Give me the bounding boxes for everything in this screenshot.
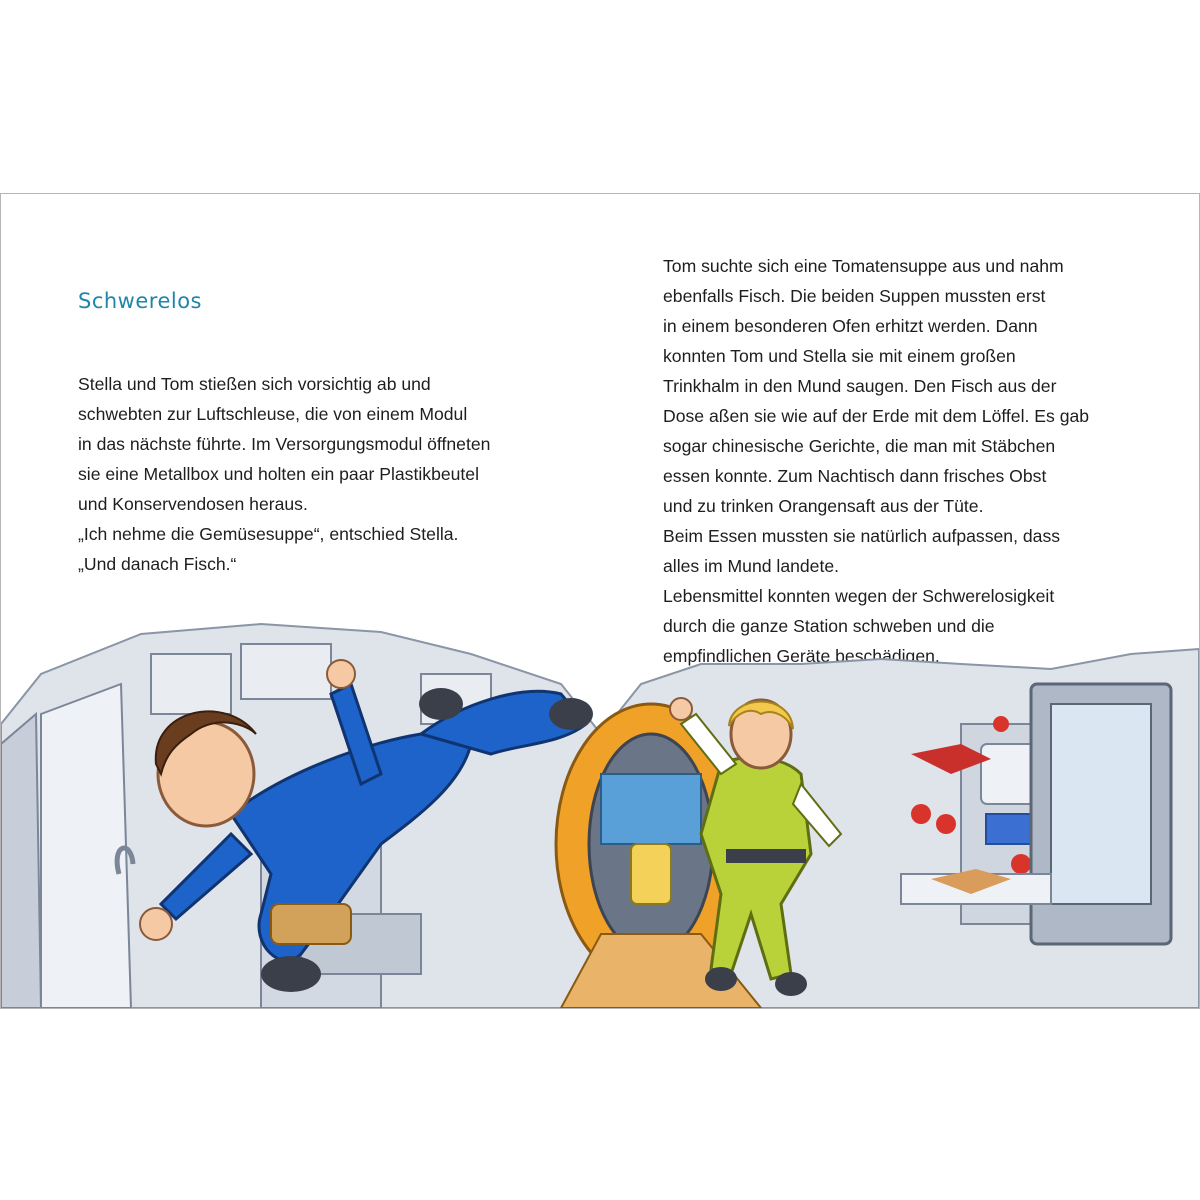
text-line: essen konnte. Zum Nachtisch dann frisches Obst bbox=[663, 466, 1047, 486]
text-line: in das nächste führte. Im Versorgungsmodul öffneten bbox=[78, 434, 491, 454]
text-line: sogar chinesische Gerichte, die man mit Stäbchen bbox=[663, 436, 1056, 456]
text-line: Lebensmittel konnten wegen der Schwerelosigkeit bbox=[663, 586, 1055, 606]
text-line: konnten Tom und Stella sie mit einem großen bbox=[663, 346, 1016, 366]
text-line: in einem besonderen Ofen erhitzt werden. Dann bbox=[663, 316, 1038, 336]
left-text-column bbox=[78, 369, 548, 579]
text-line: alles im Mund landete. bbox=[663, 556, 840, 576]
text-line: Beim Essen mussten sie natürlich aufpassen, dass bbox=[663, 526, 1061, 546]
text-line: durch die ganze Station schweben und die bbox=[663, 616, 995, 636]
text-line: Dose aßen sie wie auf der Erde mit dem Löffel. Es gab bbox=[663, 406, 1090, 426]
text-line: Trinkhalm in den Mund saugen. Den Fisch aus der bbox=[663, 376, 1057, 396]
text-line: und zu trinken Orangensaft aus der Tüte. bbox=[663, 496, 984, 516]
text-line: Tom suchte sich eine Tomatensuppe aus und nahm bbox=[663, 256, 1064, 276]
text-line: ebenfalls Fisch. Die beiden Suppen mussten erst bbox=[663, 286, 1046, 306]
text-line: schwebten zur Luftschleuse, die von einem Modul bbox=[78, 404, 468, 424]
text-line: sie eine Metallbox und holten ein paar Plastikbeutel bbox=[78, 464, 480, 484]
right-text-column bbox=[663, 251, 1143, 671]
text-line: Stella und Tom stießen sich vorsichtig ab und bbox=[78, 374, 431, 394]
text-line: „Ich nehme die Gemüsesuppe“, entschied Stella. bbox=[78, 524, 459, 544]
text-line: „Und danach Fisch.“ bbox=[78, 554, 237, 574]
text-line: und Konservendosen heraus. bbox=[78, 494, 308, 514]
chapter-heading: Schwerelos bbox=[78, 289, 202, 313]
book-spread bbox=[0, 193, 1200, 1009]
text-line: empfindlichen Geräte beschädigen. bbox=[663, 646, 940, 666]
space-station-illustration bbox=[1, 614, 1199, 1008]
